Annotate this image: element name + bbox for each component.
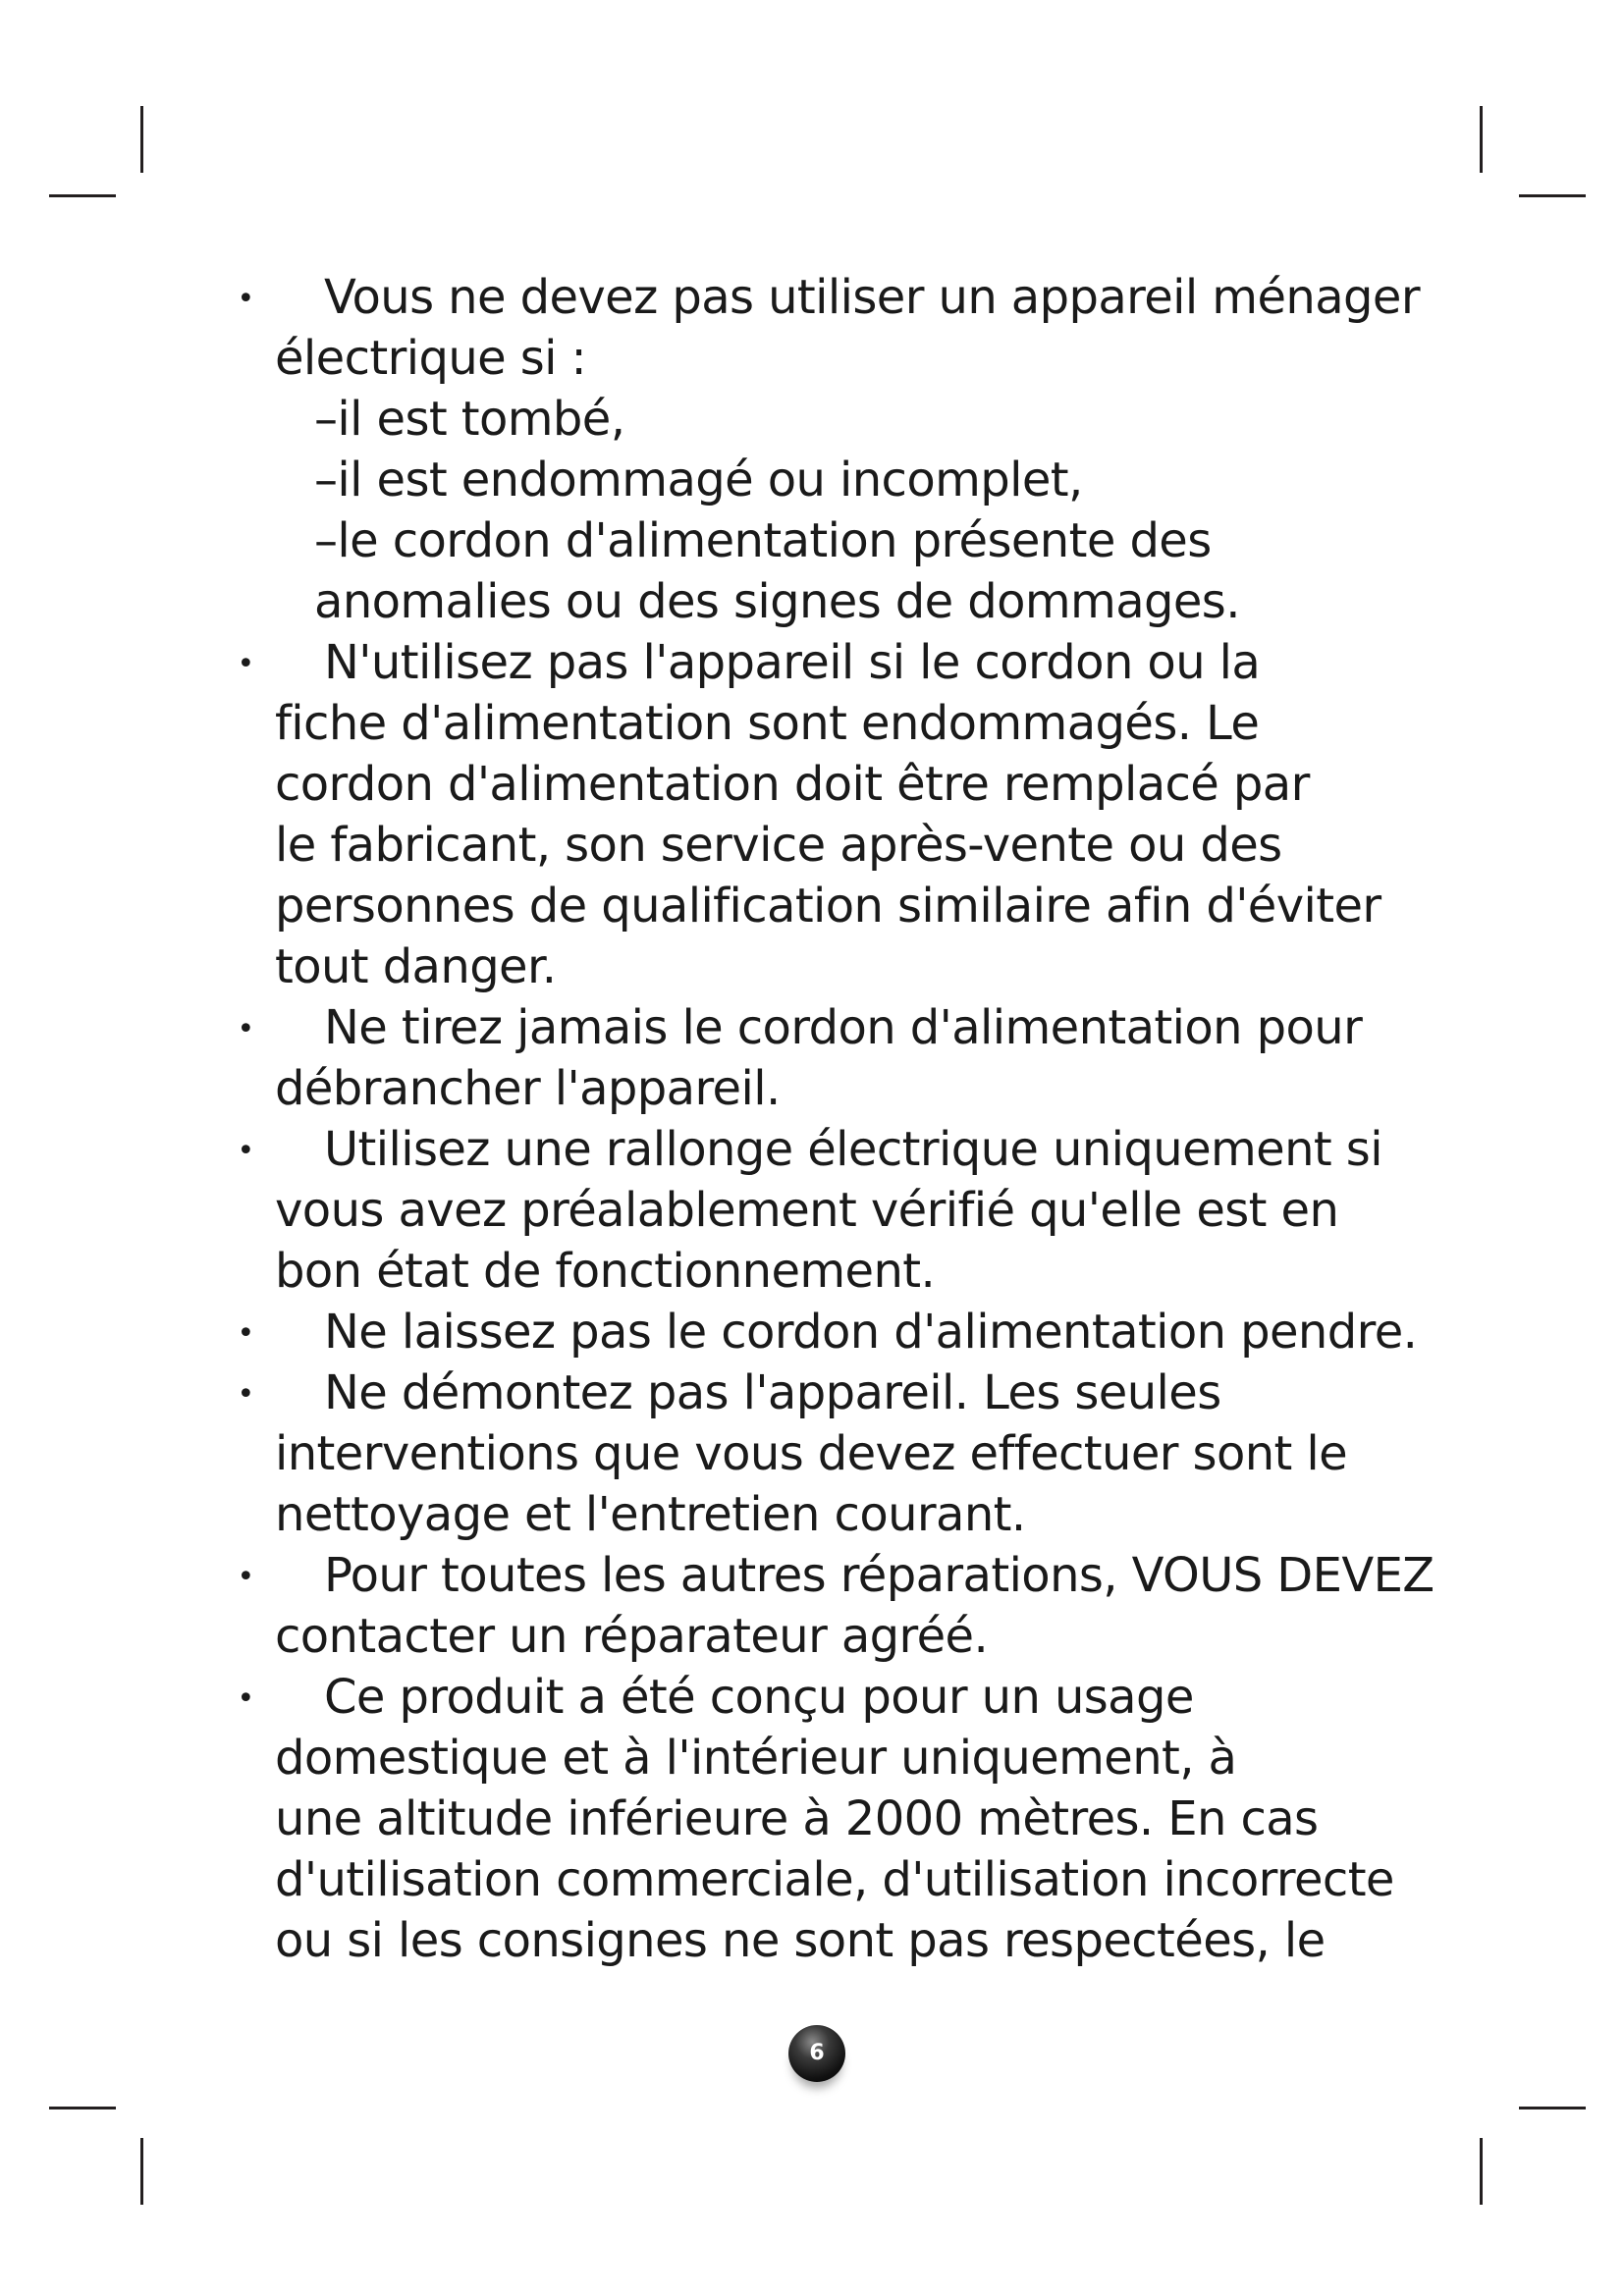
crop-mark-top-left-horizontal [49,194,116,197]
crop-mark-bottom-left-vertical [140,2138,143,2205]
paragraph-line: nettoyage et l'entretien courant. [275,1487,1026,1542]
crop-mark-bottom-right-horizontal [1519,2107,1586,2109]
paragraph-line: Ne tirez jamais le cordon d'alimentation pour [324,1000,1363,1055]
list-item [236,1302,1453,1362]
paragraph-line: ou si les consignes ne sont pas respectées, le [275,1913,1326,1968]
page-number-badge [788,2025,845,2082]
paragraph-line: Ne laissez pas le cordon d'alimentation pendre. [324,1305,1418,1360]
list-item [236,1545,1453,1606]
paragraph-line: d'utilisation commerciale, d'utilisation incorrecte [275,1852,1394,1907]
page-number: 6 [809,2041,825,2065]
paragraph-line: Vous ne devez pas utiliser un appareil ménager [324,270,1420,325]
bullet-icon: • [237,1560,254,1594]
paragraph-line: N'utilisez pas l'appareil si le cordon ou la [324,635,1261,690]
paragraph-line: tout danger. [275,939,557,994]
sub-item-line: –il est endommagé ou incomplet, [314,453,1083,507]
paragraph-line: domestique et à l'intérieur uniquement, à [275,1731,1237,1786]
bullet-icon: • [237,282,254,316]
bullet-icon: • [237,1682,254,1716]
bullet-icon: • [237,1316,254,1351]
crop-mark-top-right-vertical [1480,106,1483,173]
paragraph-line: Pour toutes les autres réparations, VOUS DEVEZ [324,1548,1435,1603]
paragraph-line: électrique si : [275,331,587,386]
crop-mark-top-left-vertical [140,106,143,173]
paragraph-line: bon état de fonctionnement. [275,1244,936,1299]
sub-item-line: anomalies ou des signes de dommages. [314,574,1240,629]
paragraph-line: fiche d'alimentation sont endommagés. Le [275,696,1260,751]
paragraph-line: vous avez préalablement vérifié qu'elle est en [275,1183,1339,1238]
paragraph-line: Ne démontez pas l'appareil. Les seules [324,1365,1221,1420]
paragraph-line: cordon d'alimentation doit être remplacé par [275,757,1310,812]
sub-item-line: –il est tombé, [314,392,625,447]
list-item [236,997,1453,1058]
bullet-icon: • [237,1377,254,1412]
list-item [236,267,1453,328]
bullet-icon: • [237,647,254,681]
bullet-icon: • [237,1012,254,1046]
crop-mark-bottom-right-vertical [1480,2138,1483,2205]
list-item [236,1119,1453,1180]
crop-mark-top-right-horizontal [1519,194,1586,197]
list-item [236,1667,1453,1728]
paragraph-line: débrancher l'appareil. [275,1061,781,1116]
paragraph-line: personnes de qualification similaire afin d'éviter [275,879,1381,934]
crop-mark-bottom-left-horizontal [49,2107,116,2109]
paragraph-line: interventions que vous devez effectuer sont le [275,1426,1348,1481]
list-item [236,632,1453,693]
paragraph-line: Ce produit a été conçu pour un usage [324,1670,1194,1725]
paragraph-line: une altitude inférieure à 2000 mètres. En cas [275,1791,1319,1846]
paragraph-line: contacter un réparateur agréé. [275,1609,989,1664]
bullet-icon: • [237,1134,254,1168]
list-item [236,1362,1453,1423]
sub-item-line: –le cordon d'alimentation présente des [314,513,1212,568]
paragraph-line: Utilisez une rallonge électrique uniquement si [324,1122,1382,1177]
safety-instructions-text [236,267,1453,1971]
paragraph-line: le fabricant, son service après-vente ou des [275,818,1282,873]
